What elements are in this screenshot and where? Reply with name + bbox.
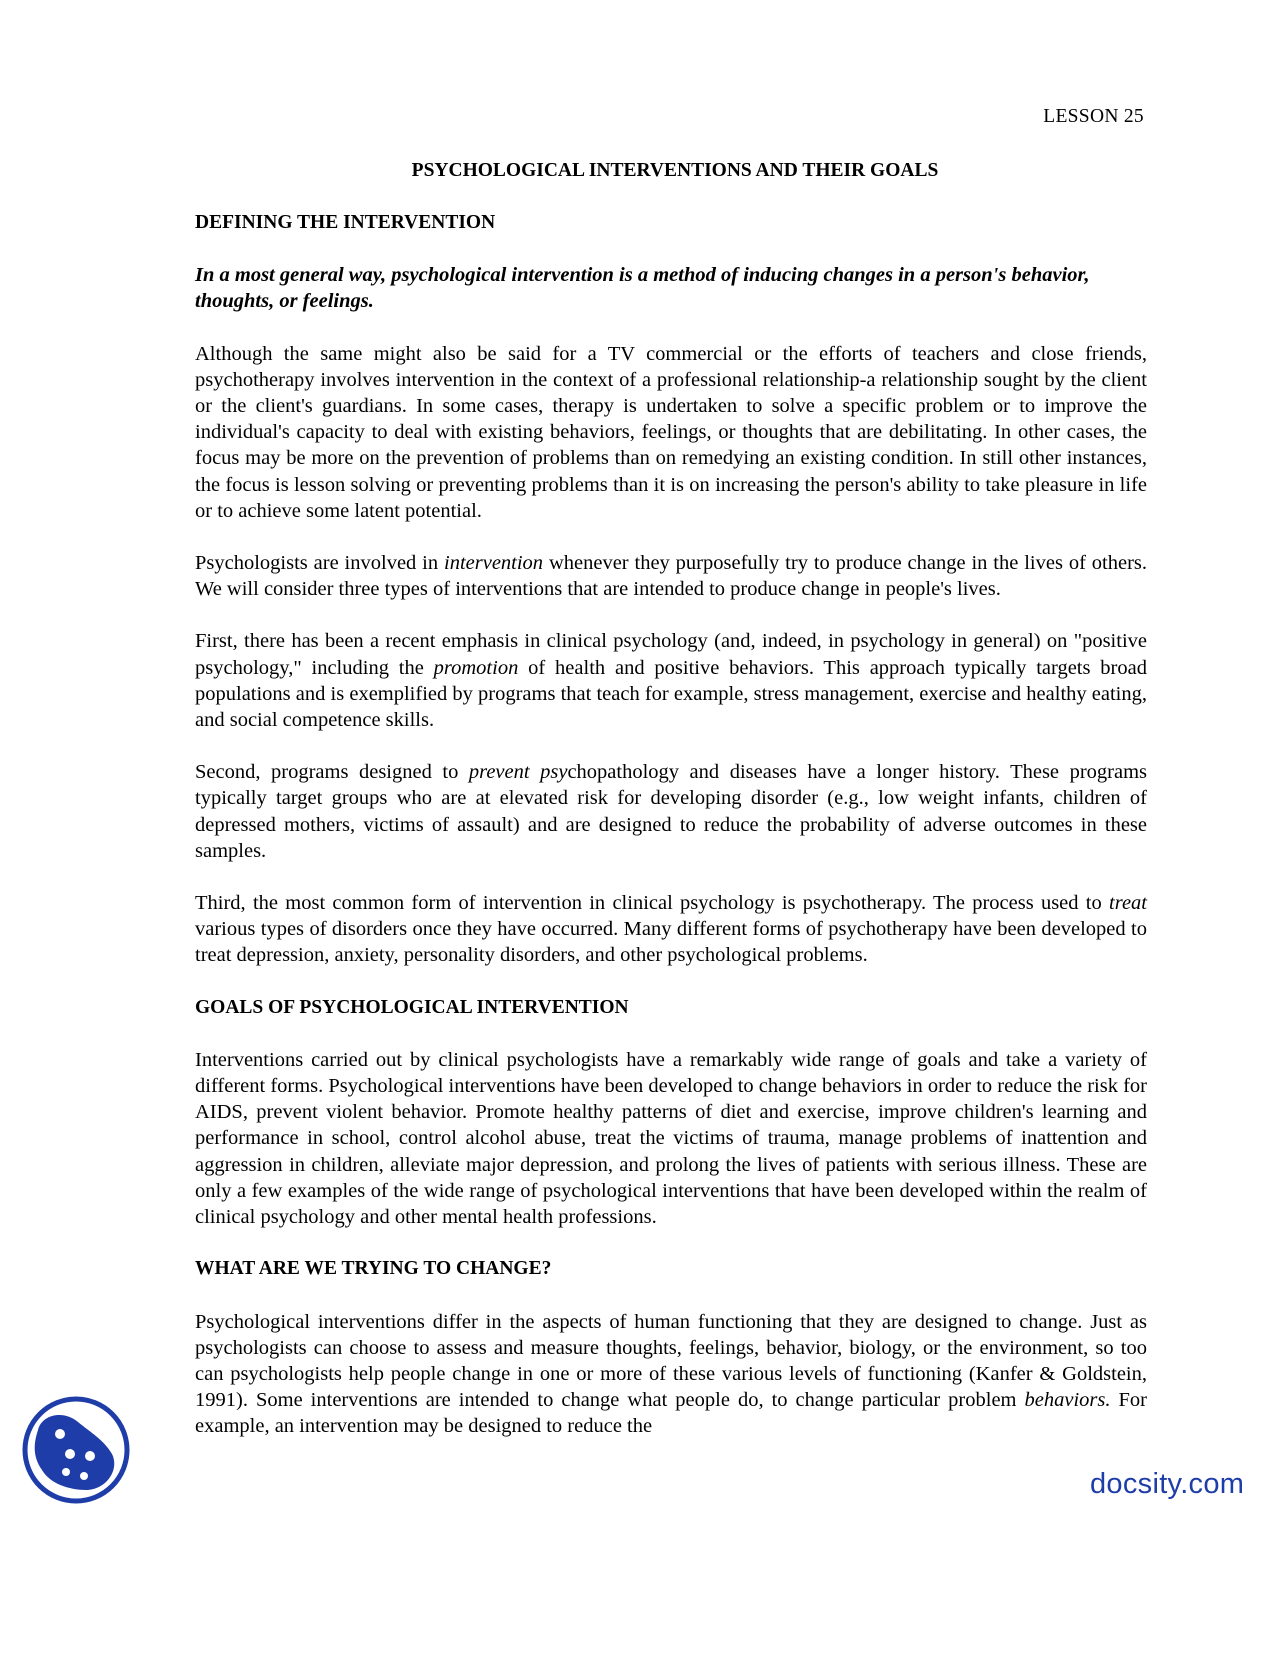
docsity-logo-icon (20, 1394, 132, 1506)
text-run: Third, the most common form of intervention in clinical psychology is psychotherapy. The process used to (195, 892, 1110, 915)
paragraph-context: Although the same might also be said for a TV commercial or the efforts of teachers and close friends, psychotherapy involves intervention in the context of a professional relationship-a relationship sought by the client or the client's guardians. In some cases, therapy is undertaken to solve a specific problem or to improve the individual's capacity to deal with existing behaviors, feelings, or thoughts that are debilitating. In other cases, the focus may be more on the prevention of problems than on remedying an existing condition. In still other instances, the focus is lesson solving or preventing problems than it is on increasing the person's ability to take pleasure in life or to achieve some latent potential. (195, 342, 1147, 522)
text-run: First, there has been a recent emphasis in clinical psychology (and, indeed, in psychology in general) on "positive psychology," including the (195, 630, 1147, 679)
page-title: PSYCHOLOGICAL INTERVENTIONS AND THEIR GOALS (411, 160, 939, 181)
text-run: Second, programs designed to (195, 761, 469, 784)
docsity-watermark[interactable]: docsity.com (1090, 1468, 1245, 1500)
emphasis-treat: treat (1109, 892, 1147, 915)
paragraph-involvement (195, 550, 1147, 602)
paragraph-prevention (195, 759, 1147, 864)
emphasis-intervention: intervention (444, 552, 544, 575)
document-body (195, 210, 1147, 1466)
definition-paragraph: In a most general way, psychological intervention is a method of inducing changes in a person's behavior, thoughts, or feelings. (195, 264, 1090, 313)
text-run: whenever they purposefully try to produce change in the lives of others. We will consider three types of interventions that are intended to produce change in people's lives. (195, 552, 1147, 601)
paragraph-treatment (195, 890, 1147, 969)
text-run: For example, an intervention may be designed to reduce the (195, 1389, 1147, 1438)
section-heading-change: WHAT ARE WE TRYING TO CHANGE? (195, 1258, 552, 1280)
text-run: chopathology and diseases have a longer history. These programs typically target groups who are at elevated risk for developing disorder (e.g., low weight infants, children of depressed mothers, victims of assault) and are designed to reduce the probability of adverse outcomes in these samples. (195, 761, 1147, 862)
text-run: various types of disorders once they have occurred. Many different forms of psychotherapy have been developed to treat depression, anxiety, personality disorders, and other psychological problems. (195, 918, 1147, 967)
emphasis-promotion: promotion (433, 656, 519, 679)
section-heading-goals: GOALS OF PSYCHOLOGICAL INTERVENTION (195, 996, 629, 1018)
text-run: Psychologists are involved in (195, 552, 444, 575)
emphasis-prevent: prevent psy (468, 761, 568, 784)
lesson-number: LESSON 25 (1043, 106, 1144, 127)
section-heading-defining: DEFINING THE INTERVENTION (195, 212, 496, 233)
emphasis-behaviors: behaviors. (1024, 1389, 1111, 1412)
paragraph-promotion (195, 628, 1147, 733)
paragraph-goals: Interventions carried out by clinical psychologists have a remarkably wide range of goals and take a variety of different forms. Psychological interventions have been developed to change behaviors in order to reduce the risk for AIDS, prevent violent behavior. Promote healthy patterns of diet and exercise, improve children's learning and performance in school, control alcohol abuse, treat the victims of trauma, manage problems of inattention and aggression in children, alleviate major depression, and prolong the lives of patients with serious illness. These are only a few examples of the wide range of psychological interventions that have been developed within the realm of clinical psychology and other mental health professions. (195, 1048, 1147, 1229)
text-run: Psychological interventions differ in the aspects of human functioning that they are designed to change. Just as psychologists can choose to assess and measure thoughts, feelings, behavior, biology, or the environment, so too can psychologists help people change in one or more of these various levels of functioning (Kanfer & Goldstein, 1991). Some interventions are intended to change what people do, to change particular problem (195, 1310, 1147, 1412)
paragraph-change (195, 1309, 1147, 1440)
text-run: of health and positive behaviors. This approach typically targets broad populations and is exemplified by programs that teach for example, stress management, exercise and healthy eating, and social competence skills. (195, 656, 1147, 732)
